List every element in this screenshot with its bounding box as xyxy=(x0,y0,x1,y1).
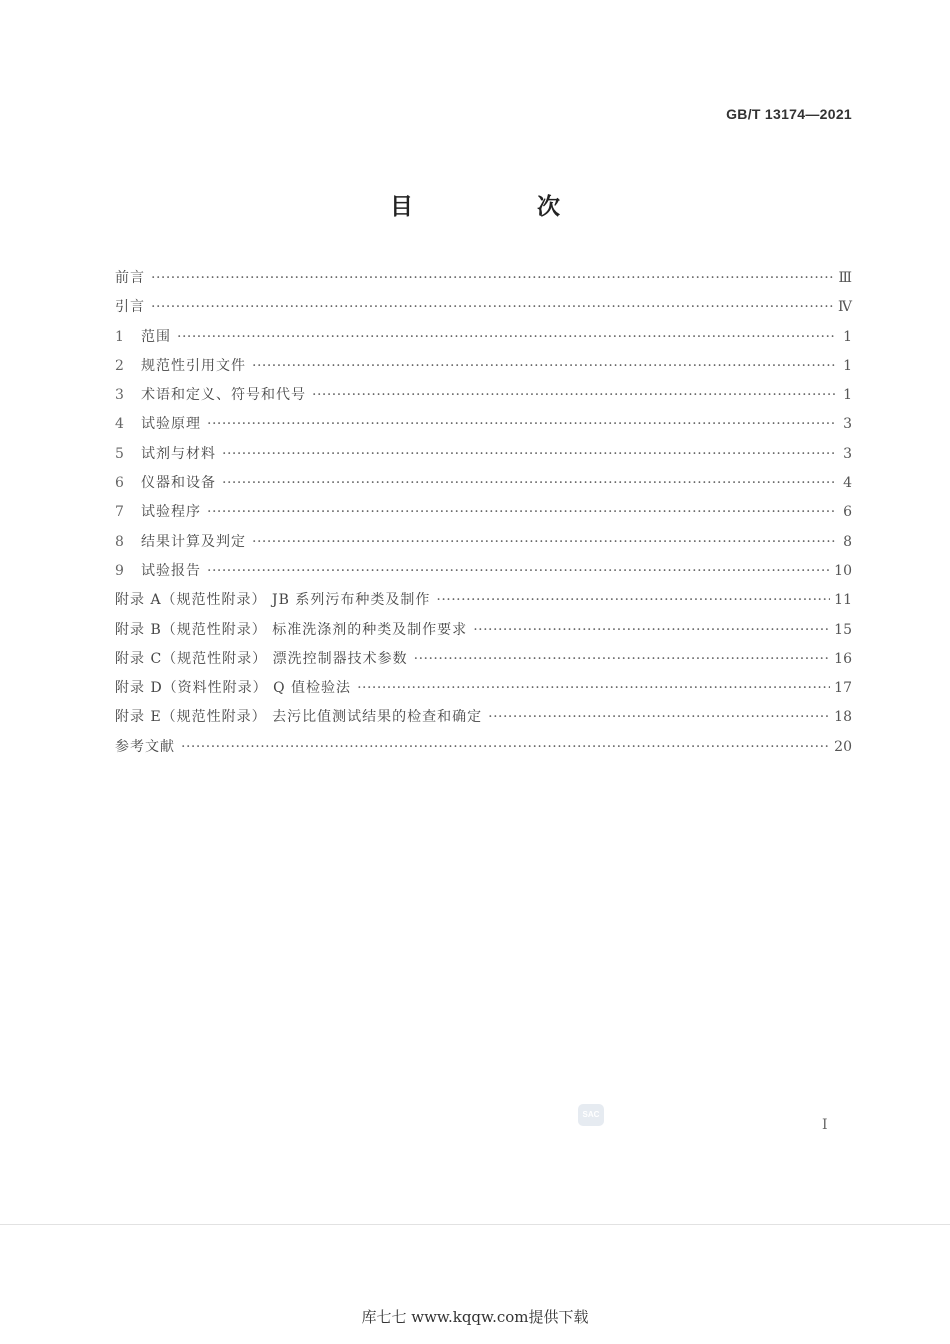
toc-entry-label: 范围 xyxy=(141,328,171,345)
toc-entry-number: 8 xyxy=(115,533,124,550)
toc-entry[interactable] xyxy=(115,528,852,557)
toc-entry-label: 试剂与材料 xyxy=(141,445,216,462)
table-of-contents xyxy=(115,264,852,762)
toc-entry[interactable] xyxy=(115,293,852,322)
toc-entry-page: 3 xyxy=(843,416,852,433)
toc-leader-dots xyxy=(207,557,830,586)
toc-leader-dots xyxy=(151,264,834,293)
toc-entry-page: 10 xyxy=(834,562,852,579)
toc-entry[interactable] xyxy=(115,733,852,762)
toc-entry-label: 附录 D（资料性附录） Q 值检验法 xyxy=(115,680,352,697)
toc-entry-page: 4 xyxy=(843,475,852,492)
toc-entry-number: 4 xyxy=(115,416,124,433)
toc-entry-label: 规范性引用文件 xyxy=(141,357,246,374)
toc-entry[interactable] xyxy=(115,557,852,586)
toc-entry[interactable] xyxy=(115,410,852,439)
toc-entry-number: 5 xyxy=(115,445,124,462)
toc-entry-page: 8 xyxy=(843,533,852,550)
toc-entry[interactable] xyxy=(115,323,852,352)
toc-entry-label: 附录 C（规范性附录） 漂洗控制器技术参数 xyxy=(115,650,408,667)
toc-leader-dots xyxy=(357,674,830,703)
toc-leader-dots xyxy=(436,586,830,615)
page-divider xyxy=(0,1224,950,1225)
toc-entry-page: 11 xyxy=(834,592,852,609)
toc-entry-number: 3 xyxy=(115,387,124,404)
toc-entry[interactable] xyxy=(115,440,852,469)
page-number: I xyxy=(822,1117,828,1133)
toc-entry-label: 前言 xyxy=(115,270,145,286)
toc-leader-dots xyxy=(151,293,834,322)
toc-entry-page: 18 xyxy=(834,709,852,726)
toc-entry-number: 6 xyxy=(115,475,124,492)
toc-entry-label: 附录 E（规范性附录） 去污比值测试结果的检查和确定 xyxy=(115,709,483,726)
toc-entry-page: 3 xyxy=(843,445,852,462)
toc-entry-page: 6 xyxy=(843,504,852,521)
toc-leader-dots xyxy=(312,381,836,410)
toc-leader-dots xyxy=(222,440,836,469)
toc-entry-page: 1 xyxy=(843,357,852,374)
toc-entry[interactable] xyxy=(115,703,852,732)
toc-leader-dots xyxy=(473,616,830,645)
toc-entry[interactable] xyxy=(115,674,852,703)
toc-entry[interactable] xyxy=(115,469,852,498)
toc-entry-page: 16 xyxy=(834,650,852,667)
toc-entry-number: 2 xyxy=(115,357,124,374)
toc-entry-label: 附录 A（规范性附录） JB 系列污布种类及制作 xyxy=(115,592,431,609)
toc-entry-number: 1 xyxy=(115,328,124,345)
toc-entry-label: 术语和定义、符号和代号 xyxy=(141,387,306,404)
toc-entry[interactable] xyxy=(115,352,852,381)
toc-entry-label: 试验报告 xyxy=(141,562,201,579)
toc-leader-dots xyxy=(181,733,830,762)
toc-leader-dots xyxy=(207,410,836,439)
toc-leader-dots xyxy=(252,528,836,557)
toc-entry-page: 15 xyxy=(834,621,852,638)
toc-title: 目 次 xyxy=(389,194,618,220)
toc-entry[interactable] xyxy=(115,498,852,527)
toc-entry[interactable] xyxy=(115,381,852,410)
toc-entry[interactable] xyxy=(115,264,852,293)
sac-watermark-logo: SAC xyxy=(578,1104,604,1126)
toc-leader-dots xyxy=(177,323,836,352)
toc-entry-label: 参考文献 xyxy=(115,738,175,755)
toc-entry-label: 试验程序 xyxy=(141,504,201,521)
toc-entry[interactable] xyxy=(115,586,852,615)
toc-entry-page: 1 xyxy=(843,387,852,404)
toc-entry-label: 引言 xyxy=(115,299,145,316)
toc-entry[interactable] xyxy=(115,616,852,645)
toc-entry-page: Ⅳ xyxy=(838,299,852,316)
toc-entry-page: 1 xyxy=(843,328,852,345)
toc-entry-page: 20 xyxy=(834,738,852,755)
toc-entry-number: 9 xyxy=(115,562,124,579)
toc-leader-dots xyxy=(488,703,830,732)
toc-leader-dots xyxy=(414,645,831,674)
toc-entry[interactable] xyxy=(115,645,852,674)
toc-entry-page: 17 xyxy=(834,680,852,697)
toc-leader-dots xyxy=(252,352,836,381)
toc-entry-label: 结果计算及判定 xyxy=(141,533,246,550)
toc-leader-dots xyxy=(207,498,836,527)
toc-entry-label: 仪器和设备 xyxy=(141,475,216,492)
toc-leader-dots xyxy=(222,469,836,498)
standard-code: GB/T 13174—2021 xyxy=(726,106,852,122)
toc-entry-label: 试验原理 xyxy=(141,416,201,433)
toc-entry-number: 7 xyxy=(115,504,124,521)
toc-entry-label: 附录 B（规范性附录） 标准洗涤剂的种类及制作要求 xyxy=(115,621,468,638)
footer-download-note: 库七七 www.kqqw.com提供下载 xyxy=(361,1308,589,1326)
toc-entry-page: Ⅲ xyxy=(838,270,852,286)
